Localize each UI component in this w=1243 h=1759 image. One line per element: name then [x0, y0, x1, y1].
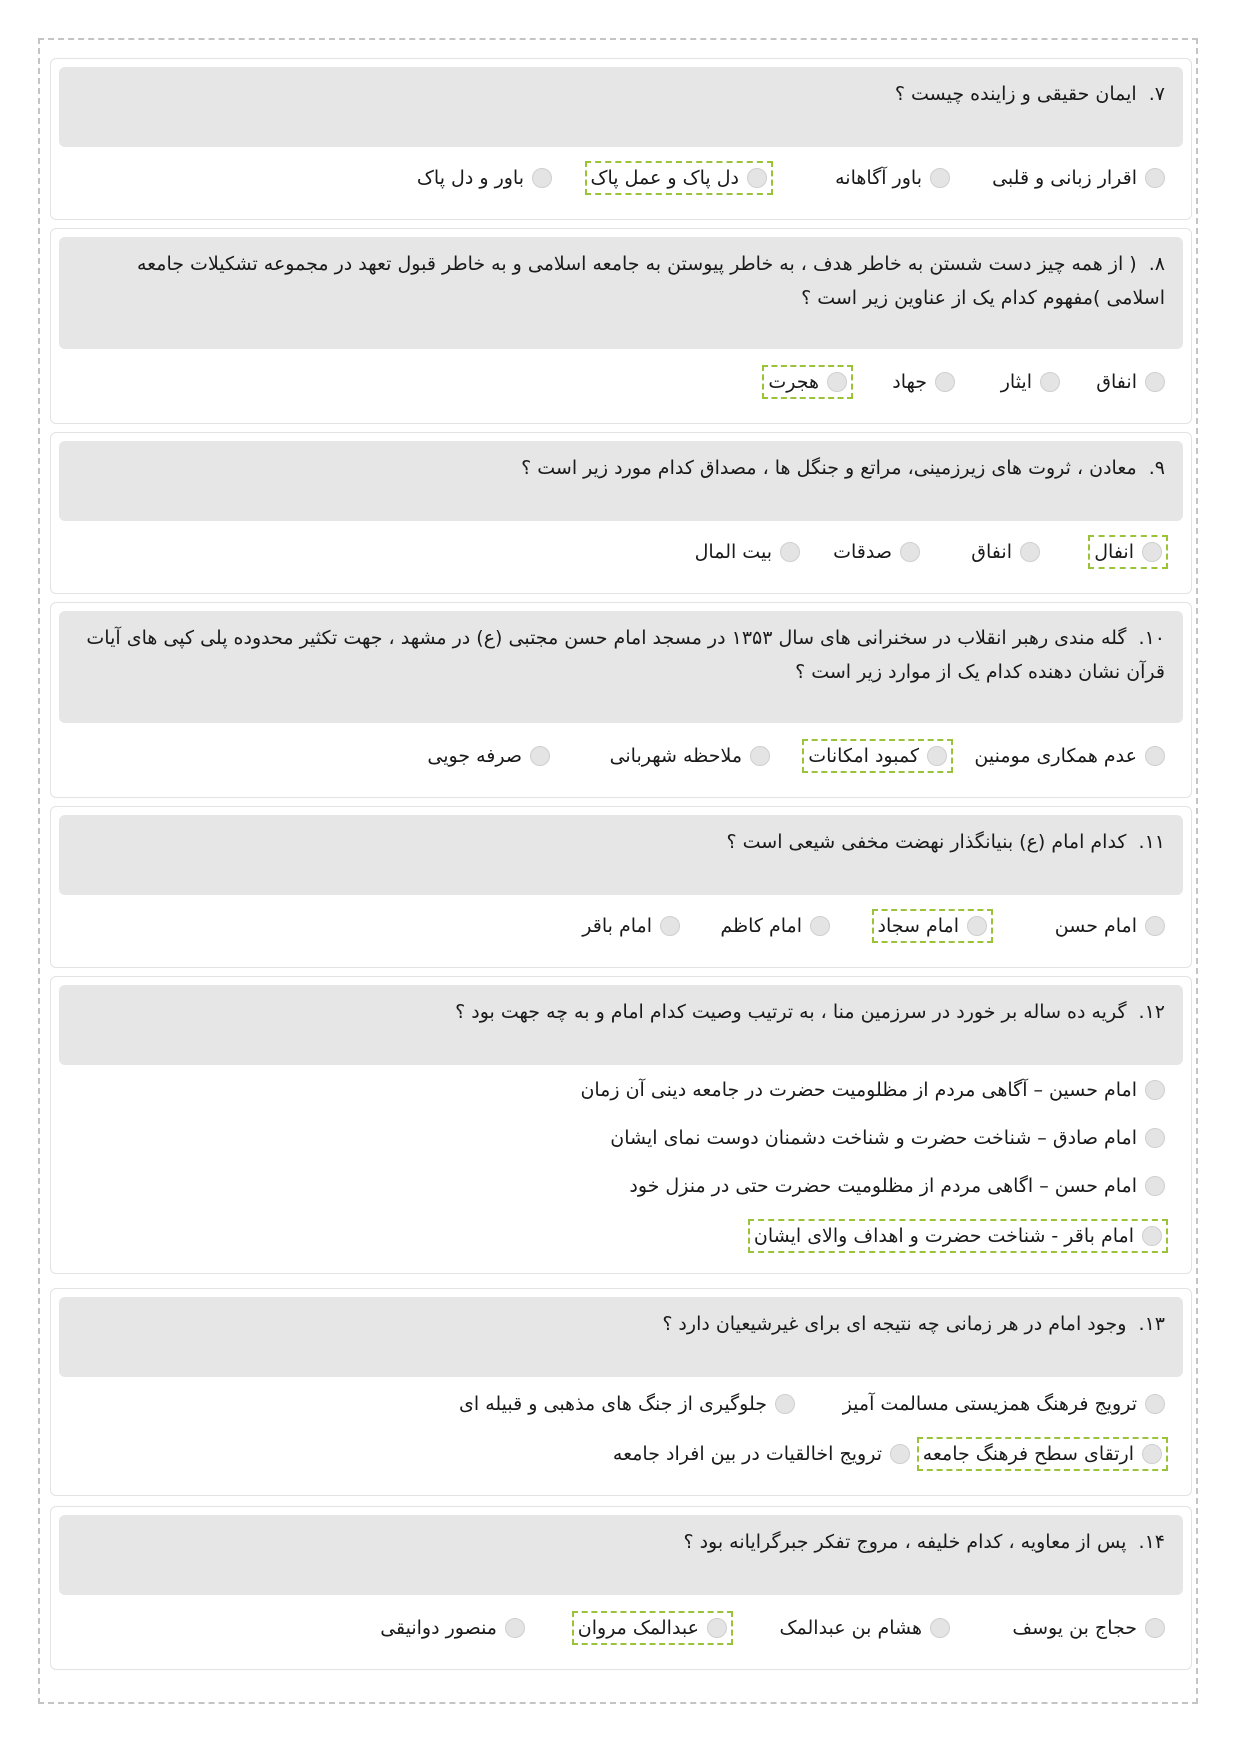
radio-icon[interactable] [775, 1394, 795, 1414]
question-14 [50, 1506, 1192, 1670]
radio-icon[interactable] [747, 168, 767, 188]
question-header [59, 1297, 1183, 1377]
radio-icon[interactable] [927, 746, 947, 766]
option-2-selected[interactable]: کمبود امکانات [802, 739, 953, 773]
radio-icon[interactable] [1142, 1226, 1162, 1246]
question-13 [50, 1288, 1192, 1496]
radio-icon[interactable] [505, 1618, 525, 1638]
question-number: ۱۴. [1138, 1531, 1165, 1553]
radio-icon[interactable] [750, 746, 770, 766]
radio-icon[interactable] [1145, 1618, 1165, 1638]
question-10 [50, 602, 1192, 798]
radio-icon[interactable] [890, 1444, 910, 1464]
question-8 [50, 228, 1192, 424]
question-12 [50, 976, 1192, 1274]
option-4[interactable]: منصور دوانیقی [377, 1611, 528, 1645]
question-header [59, 1515, 1183, 1595]
question-7 [50, 58, 1192, 220]
question-number: ۸. [1148, 253, 1165, 275]
question-header [59, 441, 1183, 521]
option-4[interactable]: بیت المال [692, 535, 803, 569]
question-header [59, 985, 1183, 1065]
option-3[interactable]: ملاحظه شهربانی [607, 739, 773, 773]
option-3[interactable]: جهاد [889, 365, 958, 399]
option-3[interactable]: صدقات [830, 535, 923, 569]
radio-icon[interactable] [810, 916, 830, 936]
option-2[interactable]: ایثار [998, 365, 1063, 399]
radio-icon[interactable] [1145, 746, 1165, 766]
question-number: ۹. [1148, 457, 1165, 479]
question-11 [50, 806, 1192, 968]
option-3[interactable]: امام کاظم [717, 909, 833, 943]
radio-icon[interactable] [1145, 1080, 1165, 1100]
question-text: گله مندی رهبر انقلاب در سخنرانی های سال ۱۳۵۳ در مسجد امام حسن مجتبی (ع) در مشهد ، جهت تکثیر محدوده پلی کپی های آیات قرآن نشان دهنده کدام یک از موارد زیر است ؟ [86, 627, 1165, 683]
question-text: پس از معاویه ، کدام خلیفه ، مروج تفکر جبرگرایانه بود ؟ [683, 1531, 1127, 1553]
question-number: ۱۱. [1138, 831, 1165, 853]
radio-icon[interactable] [780, 542, 800, 562]
radio-icon[interactable] [707, 1618, 727, 1638]
question-text: کدام امام (ع) بنیانگذار نهضت مخفی شیعی است ؟ [726, 831, 1127, 853]
question-text: گریه ده ساله بر خورد در سرزمین منا ، به ترتیب وصیت کدام امام و به چه جهت بود ؟ [455, 1001, 1127, 1023]
option-4[interactable]: ترویج اخالقیات در بین افراد جامعه [610, 1437, 913, 1471]
question-number: ۷. [1148, 83, 1165, 105]
question-header [59, 67, 1183, 147]
radio-icon[interactable] [930, 1618, 950, 1638]
question-header [59, 815, 1183, 895]
option-2[interactable]: باور آگاهانه [832, 161, 953, 195]
question-text: وجود امام در هر زمانی چه نتیجه ای برای غیرشیعیان دارد ؟ [662, 1313, 1127, 1335]
option-1[interactable]: ترویج فرهنگ همزیستی مسالمت آمیز [840, 1387, 1168, 1421]
radio-icon[interactable] [1145, 168, 1165, 188]
radio-icon[interactable] [935, 372, 955, 392]
radio-icon[interactable] [930, 168, 950, 188]
option-1-selected[interactable]: انفال [1088, 535, 1168, 569]
radio-icon[interactable] [1040, 372, 1060, 392]
radio-icon[interactable] [900, 542, 920, 562]
radio-icon[interactable] [1145, 1128, 1165, 1148]
radio-icon[interactable] [660, 916, 680, 936]
question-text: ( از همه چیز دست شستن به خاطر هدف ، به خاطر پیوستن به جامعه اسلامی و به خاطر قبول تعهد در مجموعه تشکیلات جامعه اسلامی )مفهوم کدام یک از عناوین زیر است ؟ [136, 253, 1165, 309]
option-1[interactable]: اقرار زبانی و قلبی [989, 161, 1168, 195]
option-4[interactable]: امام باقر [579, 909, 683, 943]
question-number: ۱۲. [1138, 1001, 1165, 1023]
question-header [59, 611, 1183, 723]
option-3[interactable]: امام حسن – اگاهی مردم از مظلومیت حضرت حتی در منزل خود [626, 1169, 1168, 1203]
option-3-selected[interactable]: دل پاک و عمل پاک [585, 161, 773, 195]
option-3-selected[interactable]: عبدالمک مروان [572, 1611, 733, 1645]
option-1[interactable]: حجاج بن یوسف [1009, 1611, 1168, 1645]
option-4-selected[interactable]: امام باقر - شناخت حضرت و اهداف والای ایشان [748, 1219, 1168, 1253]
radio-icon[interactable] [1145, 1394, 1165, 1414]
option-4[interactable]: باور و دل پاک [414, 161, 555, 195]
radio-icon[interactable] [1145, 1176, 1165, 1196]
radio-icon[interactable] [532, 168, 552, 188]
option-1[interactable]: عدم همکاری مومنین [971, 739, 1168, 773]
option-4-selected[interactable]: هجرت [762, 365, 853, 399]
option-2[interactable]: جلوگیری از جنگ های مذهبی و قبیله ای [456, 1387, 798, 1421]
option-2[interactable]: انفاق [968, 535, 1043, 569]
option-1[interactable]: انفاق [1093, 365, 1168, 399]
radio-icon[interactable] [530, 746, 550, 766]
option-2-selected[interactable]: امام سجاد [872, 909, 993, 943]
option-3-selected[interactable]: ارتقای سطح فرهنگ جامعه [917, 1437, 1168, 1471]
radio-icon[interactable] [967, 916, 987, 936]
option-1[interactable]: امام حسین – آگاهی مردم از مظلومیت حضرت در جامعه دینی آن زمان [577, 1073, 1168, 1107]
radio-icon[interactable] [827, 372, 847, 392]
option-2[interactable]: هشام بن عبدالمک [777, 1611, 953, 1645]
question-9 [50, 432, 1192, 594]
question-text: معادن ، ثروت های زیرزمینی، مراتع و جنگل ها ، مصداق کدام مورد زیر است ؟ [521, 457, 1137, 479]
question-header [59, 237, 1183, 349]
question-number: ۱۳. [1138, 1313, 1165, 1335]
question-text: ایمان حقیقی و زاینده چیست ؟ [894, 83, 1137, 105]
radio-icon[interactable] [1142, 542, 1162, 562]
question-number: ۱۰. [1138, 627, 1165, 649]
radio-icon[interactable] [1142, 1444, 1162, 1464]
option-2[interactable]: امام صادق – شناخت حضرت و شناخت دشمنان دوست نمای ایشان [607, 1121, 1168, 1155]
radio-icon[interactable] [1145, 372, 1165, 392]
radio-icon[interactable] [1020, 542, 1040, 562]
option-1[interactable]: امام حسن [1052, 909, 1168, 943]
radio-icon[interactable] [1145, 916, 1165, 936]
option-4[interactable]: صرفه جویی [424, 739, 553, 773]
